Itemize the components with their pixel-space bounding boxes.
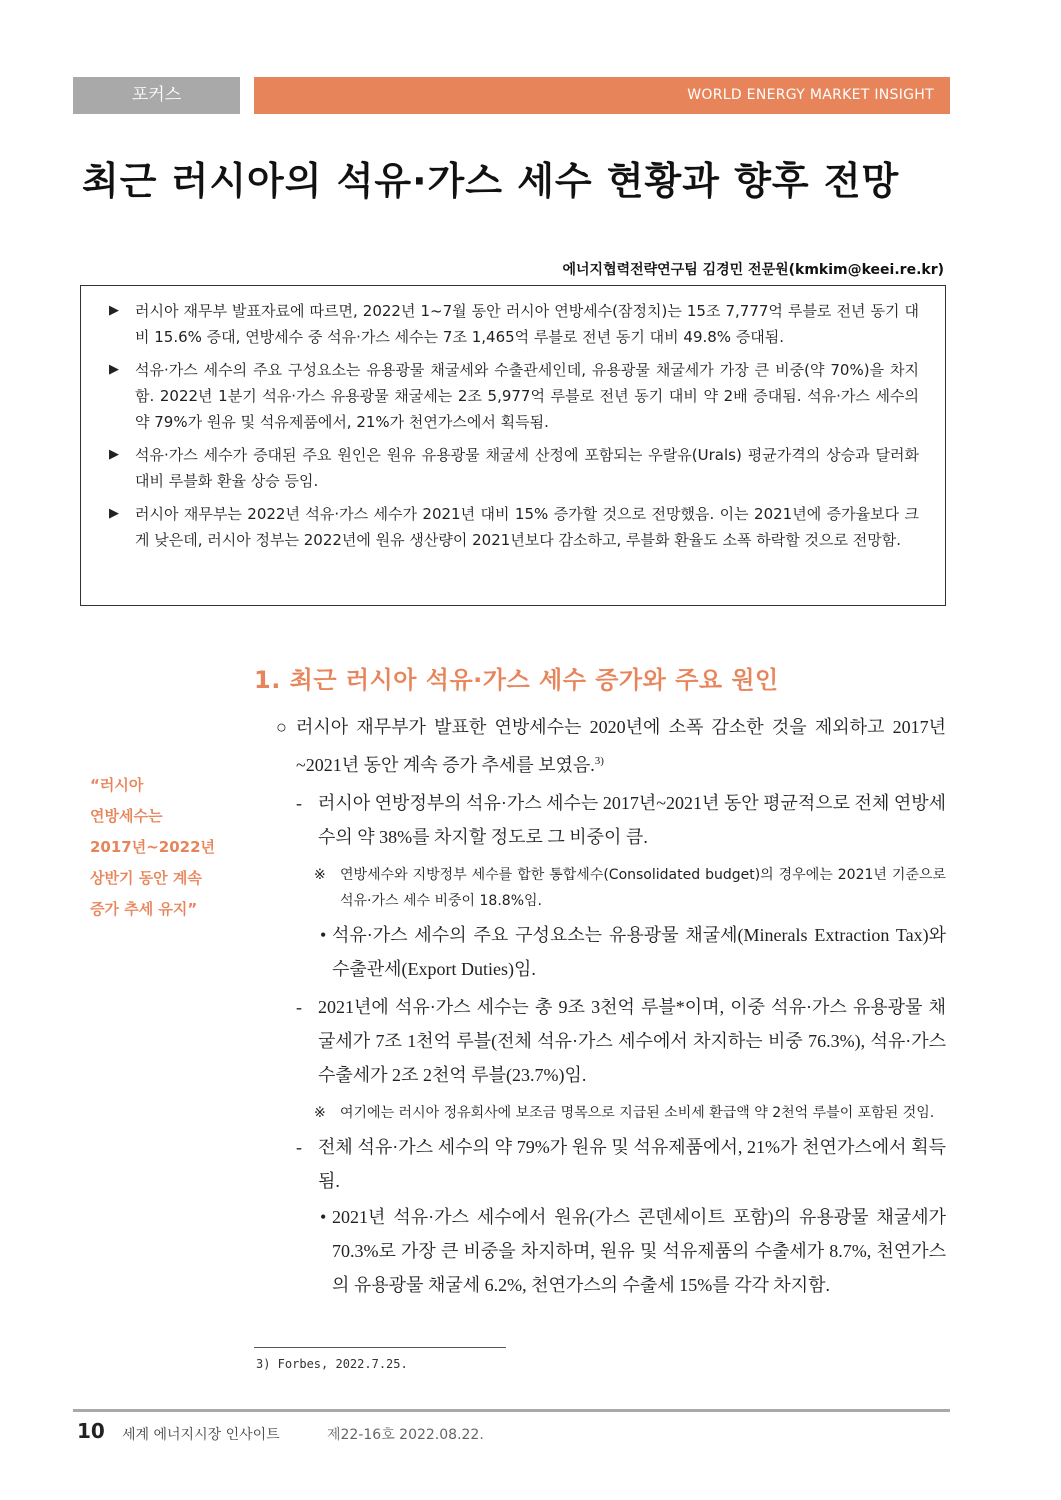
bullet-text: 석유·가스 세수의 주요 구성요소는 유용광물 채굴세(Minerals Extraction Tax)와 수출관세(Export Duties)임.: [332, 925, 946, 979]
dot-bullet-icon: •: [320, 1207, 327, 1227]
body-bullet: [276, 918, 946, 986]
footer-divider: [73, 1409, 950, 1412]
summary-box: [80, 285, 946, 606]
dash-bullet-icon: -: [296, 997, 302, 1017]
series-banner: WORLD ENERGY MARKET INSIGHT: [254, 77, 950, 114]
publication-name: 세계 에너지시장 인사이트: [122, 1427, 280, 1443]
article-body: [276, 710, 946, 1302]
body-note: [276, 862, 946, 914]
summary-item: [105, 501, 919, 553]
body-subitem: [276, 990, 946, 1092]
subitem-text: 2021년에 석유·가스 세수는 총 9조 3천억 루블*이며, 이중 석유·가스 유용광물 채굴세가 7조 1천억 루블(전체 석유·가스 세수에서 차지하는 비중 76.3%), 석유·가스 수출세가 2조 2천억 루블(23.7%)임.: [318, 997, 946, 1085]
summary-item: [105, 442, 919, 494]
article-author: 에너지협력전략연구팀 김경민 전문원(kmkim@keei.re.kr): [562, 262, 944, 278]
summary-text: 석유·가스 세수가 증대된 주요 원인은 원유 유용광물 채굴세 산정에 포함되는 우랄유(Urals) 평균가격의 상승과 달러화 대비 루블화 환율 상승 등임.: [135, 446, 919, 490]
pull-quote-line: 증가 추세 유지”: [90, 900, 198, 918]
page-number: 10: [77, 1419, 105, 1443]
pull-quote-line: “러시아: [90, 776, 144, 794]
article-title: 최근 러시아의 석유·가스 세수 현황과 향후 전망: [82, 159, 900, 203]
section-heading: 1. 최근 러시아 석유·가스 세수 증가와 주요 원인: [254, 666, 779, 694]
reference-mark-icon: ※: [314, 867, 326, 883]
dash-bullet-icon: -: [296, 1137, 302, 1157]
body-subitem: [276, 1130, 946, 1198]
section-tag: 포커스: [73, 77, 240, 114]
summary-item: [105, 357, 919, 435]
pull-quote-line: 상반기 동안 계속: [90, 869, 202, 887]
footnote: 3) Forbes, 2022.7.25.: [256, 1357, 408, 1371]
paragraph-text: 러시아 재무부가 발표한 연방세수는 2020년에 소폭 감소한 것을 제외하고 2017년~2021년 동안 계속 증가 추세를 보였음.: [296, 717, 946, 775]
body-bullet: [276, 1200, 946, 1302]
summary-item: [105, 298, 919, 350]
note-text: 여기에는 러시아 정유회사에 보조금 명목으로 지급된 소비세 환급액 약 2천억 루블이 포함된 것임.: [340, 1105, 935, 1121]
triangle-bullet-icon: ▶: [109, 362, 119, 377]
dash-bullet-icon: -: [296, 793, 302, 813]
circle-bullet-icon: ○: [276, 717, 287, 737]
publication-issue: 제22-16호 2022.08.22.: [327, 1427, 484, 1443]
note-text: 연방세수와 지방정부 세수를 합한 통합세수(Consolidated budget)의 경우에는 2021년 기준으로 석유·가스 세수 비중이 18.8%임.: [340, 867, 946, 909]
bullet-text: 2021년 석유·가스 세수에서 원유(가스 콘덴세이트 포함)의 유용광물 채굴세가 70.3%로 가장 큰 비중을 차지하며, 원유 및 석유제품의 수출세가 8.7%, 천연가스의 유용광물 채굴세 6.2%, 천연가스의 수출세 15%를 각각 차지함.: [332, 1207, 946, 1295]
triangle-bullet-icon: ▶: [109, 506, 119, 521]
pull-quote-line: 연방세수는: [90, 807, 163, 825]
footnote-divider: [254, 1347, 506, 1348]
subitem-text: 전체 석유·가스 세수의 약 79%가 원유 및 석유제품에서, 21%가 천연가스에서 획득됨.: [318, 1137, 946, 1191]
summary-text: 석유·가스 세수의 주요 구성요소는 유용광물 채굴세와 수출관세인데, 유용광물 채굴세가 가장 큰 비중(약 70%)을 차지함. 2022년 1분기 석유·가스 유용광물 채굴세는 2조 5,977억 루블로 전년 동기 대비 약 2배 증대됨. 석유·가스 세수의 약 79%가 원유 및 석유제품에서, 21%가 천연가스에서 획득됨.: [135, 361, 919, 431]
summary-text: 러시아 재무부 발표자료에 따르면, 2022년 1~7월 동안 러시아 연방세수(잠정치)는 15조 7,777억 루블로 전년 동기 대비 15.6% 증대, 연방세수 중 석유·가스 세수는 7조 1,465억 루블로 전년 동기 대비 49.8% 증대됨.: [135, 302, 919, 346]
pull-quote-line: 2017년~2022년: [90, 838, 216, 856]
body-subitem: [276, 786, 946, 854]
pull-quote: [90, 770, 240, 925]
footnote-ref[interactable]: 3): [594, 755, 604, 767]
triangle-bullet-icon: ▶: [109, 303, 119, 318]
triangle-bullet-icon: ▶: [109, 447, 119, 462]
body-paragraph: [276, 710, 946, 782]
summary-text: 러시아 재무부는 2022년 석유·가스 세수가 2021년 대비 15% 증가할 것으로 전망했음. 이는 2021년에 증가율보다 크게 낮은데, 러시아 정부는 2022년에 원유 생산량이 2021년보다 감소하고, 루블화 환율도 소폭 하락할 것으로 전망함.: [135, 505, 919, 549]
reference-mark-icon: ※: [314, 1105, 326, 1121]
dot-bullet-icon: •: [320, 925, 327, 945]
body-note: [276, 1100, 946, 1126]
subitem-text: 러시아 연방정부의 석유·가스 세수는 2017년~2021년 동안 평균적으로 전체 연방세수의 약 38%를 차지할 정도로 그 비중이 큼.: [318, 793, 946, 847]
